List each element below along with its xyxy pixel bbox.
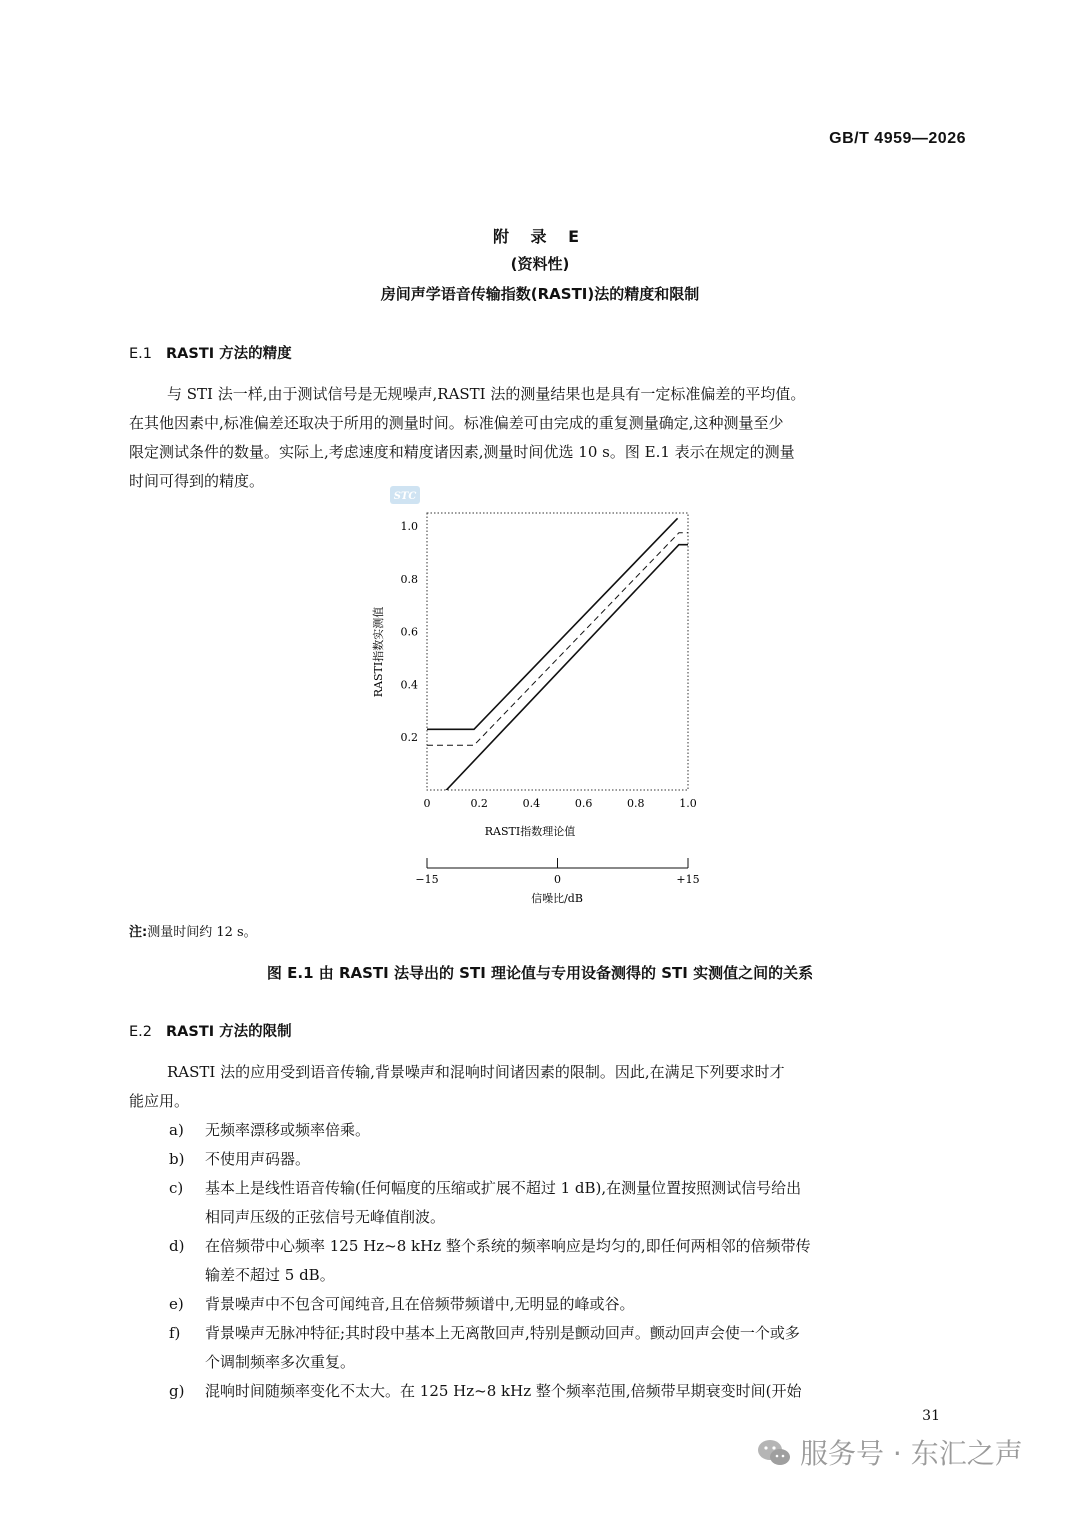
section-e2-paragraph <box>129 1058 965 1116</box>
standard-code: GB/T 4959—2026 <box>829 130 966 147</box>
page-number: 31 <box>922 1408 940 1424</box>
section-e1-heading <box>129 342 292 363</box>
series-line-solid <box>441 545 688 796</box>
figure-e1-chart <box>360 480 740 910</box>
list-marker: c) <box>169 1179 184 1197</box>
y-tick-label: 0.6 <box>400 625 418 639</box>
section-e2-number: E.2 <box>129 1024 152 1040</box>
appendix-name: 房间声学语音传输指数(RASTI)法的精度和限制 <box>380 285 700 303</box>
y-tick-label: 0.4 <box>400 678 418 692</box>
x-tick-labels <box>424 797 697 810</box>
section-e1-paragraph <box>129 380 965 496</box>
paragraph-line: 时间可得到的精度。 <box>129 472 265 490</box>
figure-note <box>129 921 257 940</box>
series-line-solid <box>427 518 678 729</box>
line-text: 与 STI 法一样,由于测试信号是无规噪声,RASTI 法的测量结果也是具有一定标准偏差的平均值。 <box>167 385 806 403</box>
paragraph-line: 在其他因素中,标准偏差还取决于所用的测量时间。标准偏差可由完成的重复测量确定,这种测量至少 <box>129 414 784 432</box>
paragraph-line <box>129 380 965 409</box>
snr-tick-label: 0 <box>554 873 561 886</box>
list-line: 基本上是线性语音传输(任何幅度的压缩或扩展不超过 1 dB),在测量位置按照测试信号给出 <box>205 1179 802 1197</box>
list-marker: b) <box>169 1150 185 1168</box>
section-e1-title: RASTI 方法的精度 <box>166 346 292 362</box>
wechat-icon <box>756 1438 792 1468</box>
note-label: 注: <box>129 925 148 940</box>
paragraph-line: 限定测试条件的数量。实际上,考虑速度和精度诸因素,测量时间优选 10 s。图 E.1 表示在规定的测量 <box>129 443 795 461</box>
list-marker: e) <box>169 1295 184 1313</box>
list-line: 背景噪声中不包含可闻纯音,且在倍频带频谱中,无明显的峰或谷。 <box>205 1295 635 1313</box>
list-marker: d) <box>169 1237 185 1255</box>
line-text: RASTI 法的应用受到语音传输,背景噪声和混响时间诸因素的限制。因此,在满足下列要求时才 <box>167 1063 785 1081</box>
list-line: 混响时间随频率变化不太大。在 125 Hz~8 kHz 整个频率范围,倍频带早期衰变时间(开始 <box>205 1382 802 1400</box>
list-line: 不使用声码器。 <box>205 1150 311 1168</box>
paragraph-line <box>129 1058 965 1087</box>
snr-axis-label: 信噪比/dB <box>531 892 583 905</box>
x-tick-label: 0 <box>423 797 431 810</box>
x-tick-label: 1.0 <box>679 797 697 810</box>
list-marker: a) <box>169 1121 184 1139</box>
section-e1-number: E.1 <box>129 346 152 362</box>
y-axis-label: RASTI指数实测值 <box>372 606 385 698</box>
list-line: 在倍频带中心频率 125 Hz~8 kHz 整个系统的频率响应是均匀的,即任何两相邻的倍频带传 <box>205 1237 811 1255</box>
note-text: 测量时间约 12 s。 <box>147 925 257 940</box>
appendix-title: 附 录 E <box>492 227 588 246</box>
stc-logo-icon <box>390 486 420 504</box>
list-line: 输差不超过 5 dB。 <box>205 1266 335 1284</box>
snr-tick-labels <box>415 858 699 886</box>
list-marker: g) <box>169 1382 185 1400</box>
y-tick-label: 1.0 <box>400 520 418 534</box>
x-tick-label: 0.6 <box>574 797 593 810</box>
y-tick-labels <box>401 520 419 744</box>
figure-caption: 图 E.1 由 RASTI 法导出的 STI 理论值与专用设备测得的 STI 实测值之间的关系 <box>266 964 814 982</box>
list-marker: f) <box>169 1324 181 1342</box>
section-e2-heading <box>129 1020 292 1041</box>
x-tick-label: 0.8 <box>627 797 645 810</box>
paragraph-line: 能应用。 <box>129 1092 190 1110</box>
plot-frame <box>427 513 688 790</box>
list-line: 个调制频率多次重复。 <box>205 1353 356 1371</box>
list-line: 相同声压级的正弦信号无峰值削波。 <box>205 1208 446 1226</box>
list-line: 无频率漂移或频率倍乘。 <box>205 1121 371 1139</box>
section-e2-title: RASTI 方法的限制 <box>166 1024 292 1040</box>
y-tick-label: 0.2 <box>400 731 418 745</box>
x-axis-label: RASTI指数理论值 <box>484 825 576 838</box>
snr-tick-label: −15 <box>415 873 439 886</box>
series-line-dashed <box>427 533 688 745</box>
logo-text: STC <box>393 491 417 502</box>
series-layer <box>427 518 688 795</box>
snr-tick-label: +15 <box>676 873 700 886</box>
x-tick-label: 0.4 <box>522 797 541 810</box>
x-tick-label: 0.2 <box>470 797 488 810</box>
appendix-type: (资料性) <box>510 255 570 273</box>
watermark-text: 服务号 · 东汇之声 <box>800 1437 1023 1470</box>
list-line: 背景噪声无脉冲特征;其时段中基本上无离散回声,特别是颤动回声。颤动回声会使一个或多 <box>205 1324 800 1342</box>
y-tick-label: 0.8 <box>400 572 418 586</box>
